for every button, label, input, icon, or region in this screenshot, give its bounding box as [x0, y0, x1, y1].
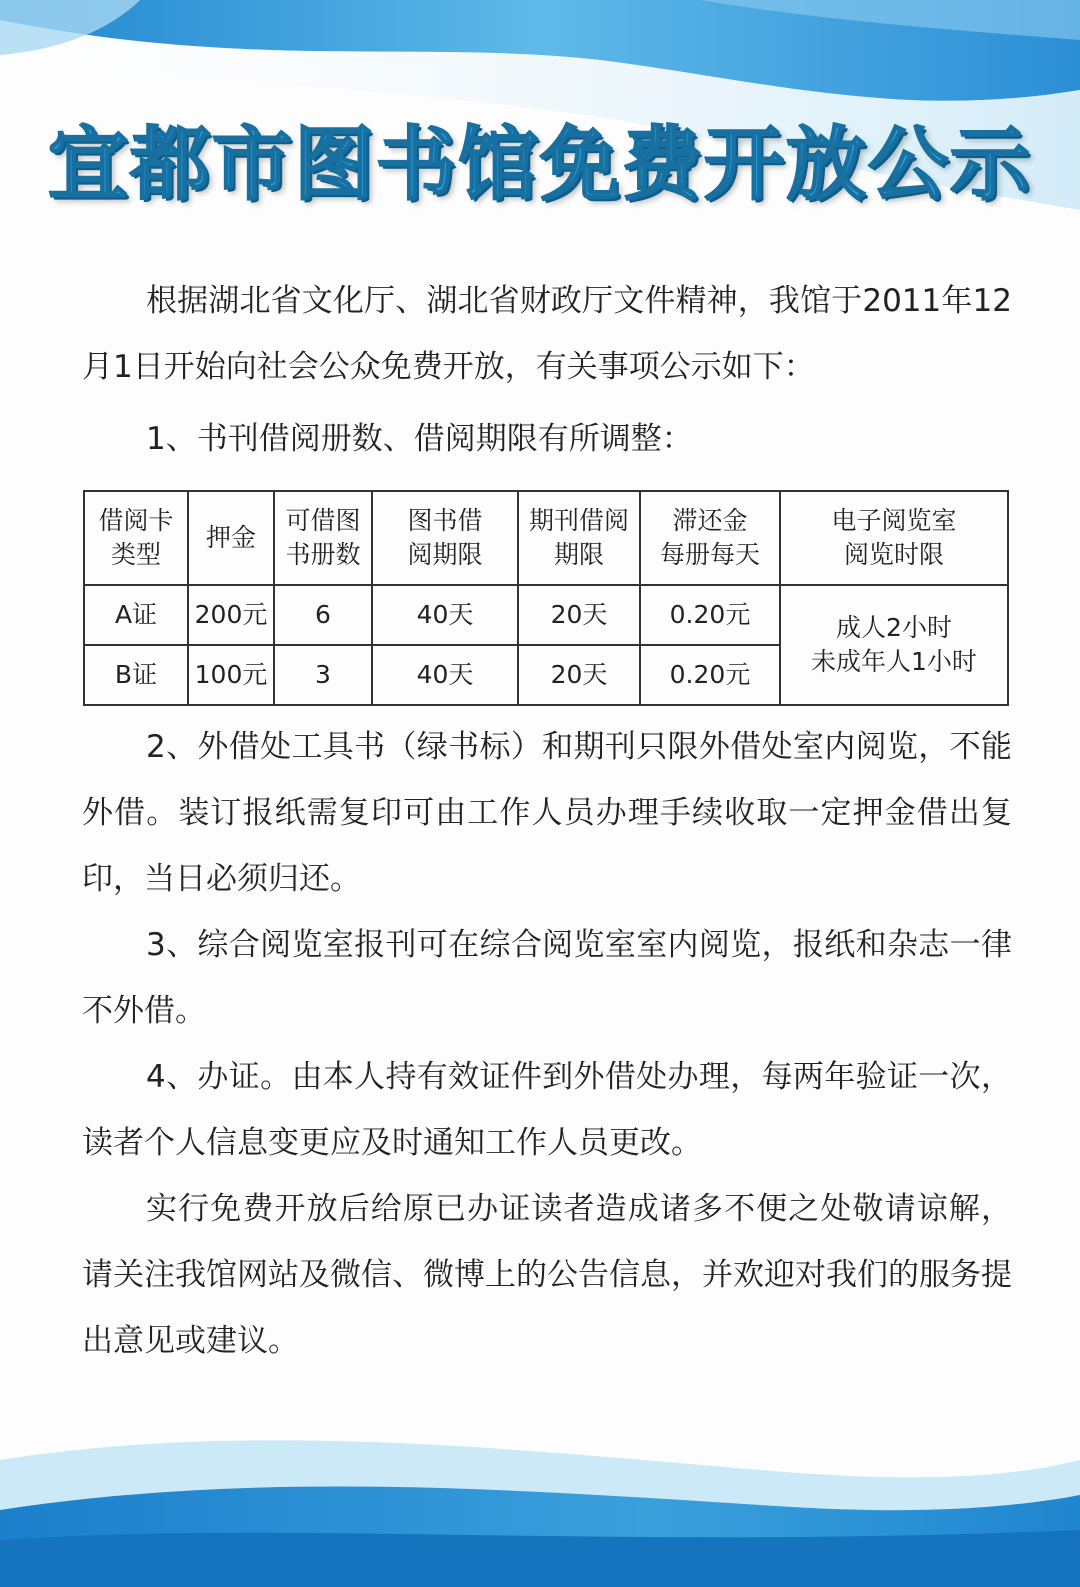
cell-e-reading-limits: 成人2小时 未成年人1小时 [780, 585, 1008, 705]
item-2-paragraph: 2、外借处工具书（绿书标）和期刊只限外借处室内阅览，不能外借。装订报纸需复印可由工作人员办理手续收取一定押金借出复印，当日必须归还。 [82, 729, 1012, 897]
closing-paragraph: 实行免费开放后给原已办证读者造成诸多不便之处敬请谅解，请关注我馆网站及微信、微博上的公告信息，并欢迎对我们的服务提出意见或建议。 [82, 1191, 1012, 1359]
borrowing-rules-table [83, 490, 1009, 706]
item-4-paragraph: 4、办证。由本人持有效证件到外借处办理，每两年验证一次，读者个人信息变更应及时通知工作人员更改。 [82, 1059, 1012, 1161]
intro-paragraph: 根据湖北省文化厅、湖北省财政厅文件精神，我馆于2011年12月1日开始向社会公众免费开放，有关事项公示如下： [82, 283, 1012, 385]
item-1-paragraph: 1、书刊借阅册数、借阅期限有所调整： [146, 421, 693, 457]
cell-late-fee: 0.20元 [640, 585, 780, 645]
header-card-type: 借阅卡 类型 [84, 491, 188, 585]
header-late-fee: 滞还金 每册每天 [640, 491, 780, 585]
cell-book-period: 40天 [372, 645, 518, 705]
header-e-reading: 电子阅览室 阅览时限 [780, 491, 1008, 585]
table-header-row [84, 491, 1008, 585]
header-journal-period: 期刊借阅 期限 [518, 491, 640, 585]
page-title: 宜都市图书馆免费开放公示 [48, 118, 1032, 211]
cell-card-type: A证 [84, 585, 188, 645]
cell-book-count: 6 [274, 585, 372, 645]
cell-book-count: 3 [274, 645, 372, 705]
header-book-period: 图书借 阅期限 [372, 491, 518, 585]
header-book-count: 可借图 书册数 [274, 491, 372, 585]
cell-book-period: 40天 [372, 585, 518, 645]
cell-deposit: 100元 [188, 645, 274, 705]
cell-deposit: 200元 [188, 585, 274, 645]
cell-journal-period: 20天 [518, 585, 640, 645]
table-row [84, 585, 1008, 645]
item-3-paragraph: 3、综合阅览室报刊可在综合阅览室室内阅览，报纸和杂志一律不外借。 [82, 927, 1012, 1029]
cell-journal-period: 20天 [518, 645, 640, 705]
cell-card-type: B证 [84, 645, 188, 705]
cell-late-fee: 0.20元 [640, 645, 780, 705]
header-deposit: 押金 [188, 491, 274, 585]
bottom-wave-decoration [0, 1400, 1080, 1587]
